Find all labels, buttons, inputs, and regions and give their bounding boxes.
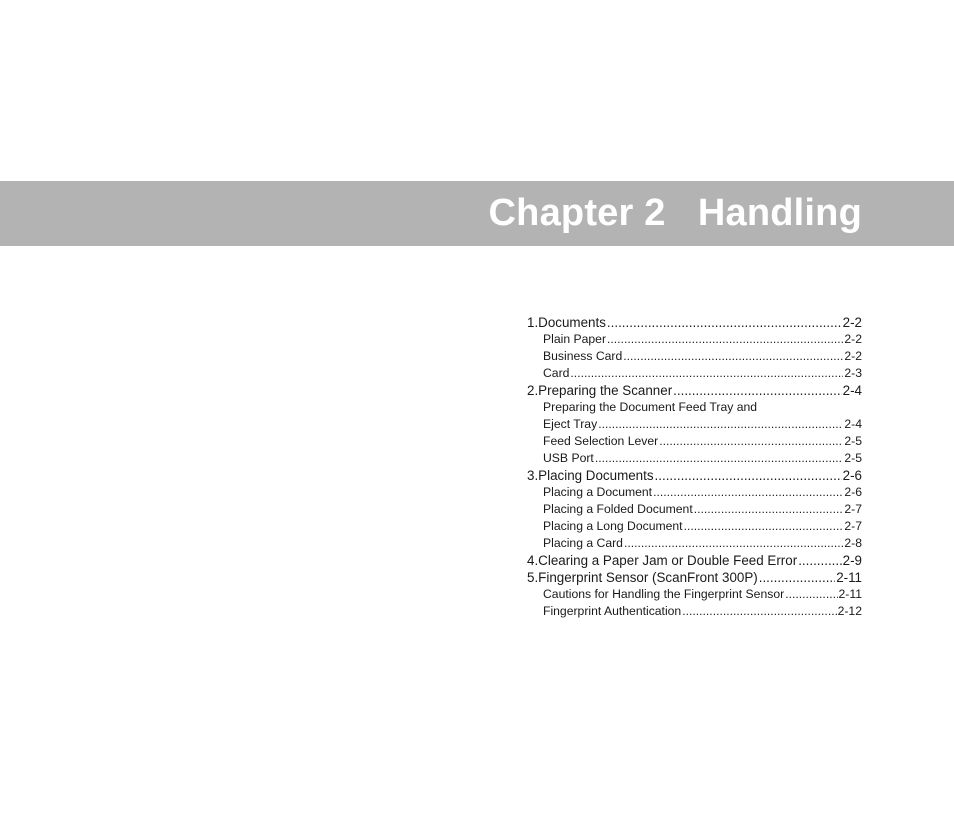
toc-entry-label: Preparing the Document Feed Tray and <box>543 400 758 414</box>
toc-entry-label: Clearing a Paper Jam or Double Feed Error <box>538 553 798 568</box>
toc-entry-label: Plain Paper <box>543 332 607 346</box>
toc-dot-leader <box>682 603 836 620</box>
toc-section-entry[interactable] <box>527 382 862 399</box>
chapter-banner <box>0 181 954 246</box>
toc-entry-label: Placing a Long Document <box>543 519 683 533</box>
toc-page-number: 2-12 <box>837 604 862 618</box>
toc-page-number: 2-6 <box>842 468 862 483</box>
toc-entry-label: Preparing the Scanner <box>538 383 673 398</box>
toc-subsection-entry[interactable] <box>527 535 862 552</box>
toc-section-entry[interactable] <box>527 467 862 484</box>
toc-dot-leader <box>598 416 843 433</box>
toc-entry-label: Fingerprint Sensor (ScanFront 300P) <box>538 570 758 585</box>
toc-section-number: 5. <box>527 570 539 585</box>
toc-page-number: 2-4 <box>842 383 862 398</box>
toc-dot-leader <box>607 314 842 331</box>
toc-section-number: 3. <box>527 468 539 483</box>
toc-entry-label: Placing Documents <box>538 468 654 483</box>
toc-subsection-entry[interactable] <box>527 365 862 382</box>
toc-dot-leader <box>785 586 837 603</box>
toc-dot-leader <box>607 331 843 348</box>
toc-entry-label: USB Port <box>543 451 594 465</box>
toc-page-number: 2-2 <box>844 349 862 363</box>
toc-entry-label: Fingerprint Authentication <box>543 604 682 618</box>
toc-entry-label: Cautions for Handling the Fingerprint Sensor <box>543 587 785 601</box>
toc-page-number: 2-8 <box>844 536 862 550</box>
toc-page-number: 2-11 <box>836 570 862 585</box>
toc-page-number: 2-6 <box>844 485 862 499</box>
toc-section-entry[interactable] <box>527 552 862 569</box>
toc-entry-label: Business Card <box>543 349 623 363</box>
toc-subsection-entry[interactable] <box>527 603 862 620</box>
toc-section-entry[interactable] <box>527 569 862 586</box>
toc-dot-leader <box>623 348 843 365</box>
toc-page-number: 2-7 <box>844 519 862 533</box>
toc-entry-label: Feed Selection Lever <box>543 434 659 448</box>
toc-section-number: 1. <box>527 315 539 330</box>
toc-subsection-entry[interactable] <box>527 348 862 365</box>
toc-entry-label: Placing a Folded Document <box>543 502 693 516</box>
toc-page-number: 2-5 <box>844 451 862 465</box>
chapter-title: Chapter 2 Handling <box>488 192 862 234</box>
toc-subsection-entry[interactable] <box>527 331 862 348</box>
toc-entry-label: Documents <box>538 315 606 330</box>
toc-dot-leader <box>694 501 844 518</box>
toc-subsection-entry[interactable] <box>527 484 862 501</box>
toc-page-number: 2-11 <box>838 587 862 601</box>
toc-page-number: 2-3 <box>844 366 862 380</box>
toc-dot-leader <box>798 552 841 569</box>
toc-subsection-entry[interactable] <box>527 433 862 450</box>
toc-section-entry[interactable] <box>527 314 862 331</box>
toc-dot-leader <box>759 569 835 586</box>
toc-subsection-entry[interactable] <box>527 586 862 603</box>
toc-subsection-entry[interactable] <box>527 501 862 518</box>
toc-subsection-entry[interactable] <box>527 399 862 416</box>
toc-subsection-entry[interactable] <box>527 450 862 467</box>
toc-dot-leader <box>653 484 843 501</box>
toc-page-number: 2-5 <box>844 434 862 448</box>
toc-entry-label: Placing a Card <box>543 536 623 550</box>
toc-dot-leader <box>684 518 844 535</box>
toc-subsection-entry[interactable] <box>527 518 862 535</box>
table-of-contents <box>527 314 862 620</box>
toc-entry-label: Placing a Document <box>543 485 653 499</box>
toc-page-number: 2-9 <box>842 553 862 568</box>
toc-dot-leader <box>659 433 843 450</box>
toc-entry-label: Card <box>543 366 570 380</box>
toc-subsection-entry[interactable] <box>527 416 862 433</box>
toc-page-number: 2-2 <box>842 315 862 330</box>
toc-dot-leader <box>570 365 843 382</box>
toc-dot-leader <box>673 382 841 399</box>
toc-section-number: 4. <box>527 553 539 568</box>
toc-entry-label: Eject Tray <box>543 417 598 431</box>
toc-page-number: 2-4 <box>844 417 862 431</box>
toc-dot-leader <box>655 467 842 484</box>
toc-page-number: 2-2 <box>844 332 862 346</box>
toc-dot-leader <box>624 535 843 552</box>
toc-section-number: 2. <box>527 383 539 398</box>
toc-dot-leader <box>595 450 844 467</box>
toc-page-number: 2-7 <box>844 502 862 516</box>
